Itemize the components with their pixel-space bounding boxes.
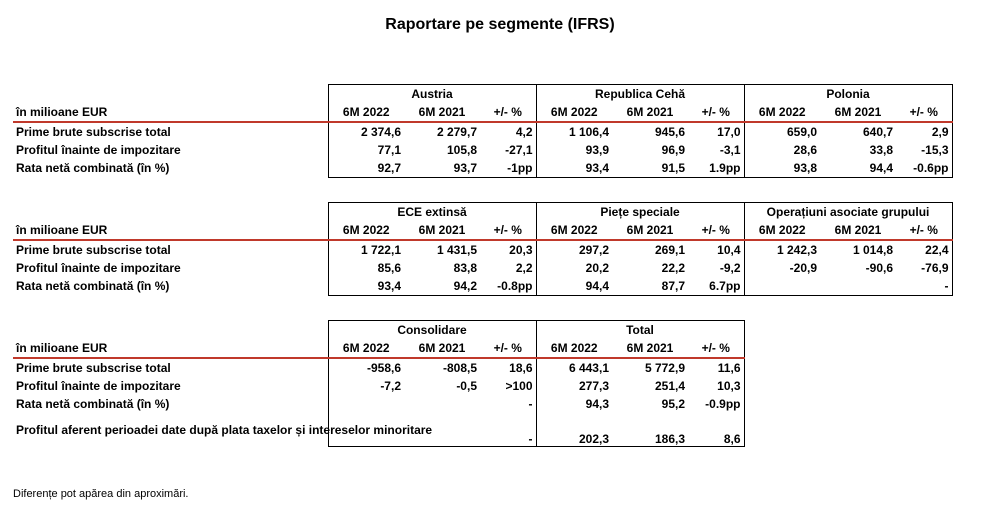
unit-label: în milioane EUR — [13, 339, 328, 358]
value-cell: 93,9 — [536, 141, 612, 159]
value-cell: 22,2 — [661, 261, 686, 275]
empty-cell — [13, 321, 328, 340]
value-cell: 1 431,5 — [436, 243, 477, 257]
column-header: +/- % — [480, 103, 536, 122]
value-cell: 91,5 — [612, 159, 688, 178]
value-cell: 5 772,9 — [644, 361, 685, 375]
column-header: 6M 2021 — [404, 221, 480, 240]
table-row — [13, 259, 952, 277]
segment-table-t2 — [13, 202, 953, 296]
value-cell: 10,3 — [688, 377, 744, 395]
value-cell: 4,2 — [480, 122, 536, 141]
column-header: +/- % — [896, 103, 952, 122]
row-label: Prime brute subscrise total — [16, 361, 171, 375]
value-cell: 1 722,1 — [328, 240, 404, 259]
value-cell: 659,0 — [744, 122, 820, 141]
value-cell: 93,7 — [404, 159, 480, 178]
row-label: Profitul aferent perioadei date după plata taxelor și intereselor minoritare — [16, 422, 433, 437]
column-header: +/- % — [688, 339, 744, 358]
value-cell: 95,2 — [661, 397, 685, 411]
column-header: 6M 2021 — [612, 339, 688, 358]
group-header: Austria — [328, 85, 536, 104]
row-label: Profitul înainte de impozitare — [16, 379, 181, 393]
value-cell: 94,4 — [536, 277, 612, 296]
row-label: Rata netă combinată (în %) — [16, 279, 170, 294]
value-cell: 87,7 — [612, 277, 688, 296]
value-cell: -808,5 — [442, 361, 477, 375]
value-cell: 92,7 — [328, 159, 404, 178]
column-header: 6M 2021 — [612, 103, 688, 122]
value-cell: 251,4 — [654, 379, 685, 393]
value-cell: 85,6 — [328, 259, 404, 277]
value-cell: 17,0 — [688, 122, 744, 141]
value-cell: 10,4 — [688, 240, 744, 259]
value-cell: 105,8 — [446, 143, 477, 157]
group-header: Operațiuni asociate grupului — [744, 203, 952, 222]
value-cell: 6 443,1 — [536, 358, 612, 377]
column-header: +/- % — [688, 221, 744, 240]
table-row — [13, 159, 952, 178]
column-header: 6M 2022 — [744, 221, 820, 240]
column-header: 6M 2022 — [744, 103, 820, 122]
empty-cell — [13, 203, 328, 222]
value-cell: -0.6pp — [896, 159, 952, 178]
table-row — [13, 358, 744, 377]
value-cell — [404, 395, 480, 413]
value-cell: 2,2 — [480, 259, 536, 277]
group-header: Polonia — [744, 85, 952, 104]
value-cell: -958,6 — [328, 358, 404, 377]
segment-table-t3 — [13, 320, 745, 447]
value-cell: 94,4 — [820, 159, 896, 178]
column-header: 6M 2021 — [820, 221, 896, 240]
value-cell: 2,9 — [896, 122, 952, 141]
value-cell: 269,1 — [654, 243, 686, 257]
group-header: Piețe speciale — [536, 203, 744, 222]
column-header: 6M 2022 — [536, 339, 612, 358]
table-row — [13, 277, 952, 296]
value-cell: 1.9pp — [688, 159, 744, 178]
row-label: Prime brute subscrise total — [16, 243, 171, 257]
column-header: 6M 2022 — [328, 339, 404, 358]
unit-label: în milioane EUR — [13, 221, 328, 240]
group-header: ECE extinsă — [328, 203, 536, 222]
empty-cell — [13, 85, 328, 104]
value-cell: 22,4 — [896, 240, 952, 259]
column-header: +/- % — [688, 103, 744, 122]
value-cell: 277,3 — [536, 377, 612, 395]
value-cell: - — [480, 395, 536, 413]
value-cell — [328, 395, 404, 413]
value-cell: 945,6 — [654, 125, 686, 139]
value-cell: 186,3 — [612, 413, 688, 447]
value-cell: 2 279,7 — [436, 125, 477, 139]
column-header: +/- % — [896, 221, 952, 240]
row-label: Profitul înainte de impozitare — [16, 261, 181, 275]
value-cell: >100 — [480, 377, 536, 395]
value-cell: -20,9 — [744, 259, 820, 277]
segment-table-t1 — [13, 84, 953, 178]
value-cell — [744, 277, 820, 296]
value-cell: 93,4 — [536, 159, 612, 178]
column-header: 6M 2022 — [328, 103, 404, 122]
value-cell: 94,2 — [404, 277, 480, 296]
value-cell: 6.7pp — [688, 277, 744, 296]
value-cell: 640,7 — [862, 125, 894, 139]
value-cell: -1pp — [480, 159, 536, 178]
column-header: 6M 2021 — [404, 339, 480, 358]
value-cell: -9,2 — [688, 259, 744, 277]
column-header: 6M 2022 — [536, 221, 612, 240]
column-header: 6M 2021 — [612, 221, 688, 240]
value-cell: 77,1 — [328, 141, 404, 159]
column-header: 6M 2022 — [328, 221, 404, 240]
value-cell: 96,9 — [661, 143, 686, 157]
value-cell: 93,8 — [744, 159, 820, 178]
value-cell: -76,9 — [896, 259, 952, 277]
value-cell: -7,2 — [328, 377, 404, 395]
value-cell: 33,8 — [869, 143, 894, 157]
value-cell: -3,1 — [688, 141, 744, 159]
value-cell: 2 374,6 — [328, 122, 404, 141]
group-header: Total — [536, 321, 744, 340]
table-row — [13, 141, 952, 159]
value-cell: 28,6 — [744, 141, 820, 159]
column-header: 6M 2022 — [536, 103, 612, 122]
value-cell: -27,1 — [480, 141, 536, 159]
column-header: 6M 2021 — [404, 103, 480, 122]
column-header: 6M 2021 — [820, 103, 896, 122]
value-cell: -0.9pp — [688, 395, 744, 413]
table-row — [13, 377, 744, 395]
value-cell: 94,3 — [536, 395, 612, 413]
value-cell: 8,6 — [688, 413, 744, 447]
value-cell: 1 106,4 — [536, 122, 612, 141]
value-cell: 11,6 — [688, 358, 744, 377]
page-title: Raportare pe segmente (IFRS) — [385, 16, 615, 33]
value-cell: 83,8 — [453, 261, 477, 275]
value-cell: 202,3 — [536, 413, 612, 447]
value-cell: 20,3 — [480, 240, 536, 259]
value-cell: 20,2 — [536, 259, 612, 277]
table-row — [13, 395, 744, 413]
value-cell: - — [896, 277, 952, 296]
group-header: Consolidare — [328, 321, 536, 340]
row-label: Profitul înainte de impozitare — [16, 143, 181, 157]
value-cell: 1 242,3 — [744, 240, 820, 259]
row-label: Rata netă combinată (în %) — [16, 161, 170, 176]
group-header: Republica Cehă — [536, 85, 744, 104]
value-cell: 1 014,8 — [852, 243, 894, 257]
unit-label: în milioane EUR — [13, 103, 328, 122]
value-cell — [820, 277, 896, 296]
value-cell: - — [480, 413, 536, 447]
value-cell: -0.8pp — [480, 277, 536, 296]
row-label: Prime brute subscrise total — [16, 125, 171, 139]
value-cell: 93,4 — [328, 277, 404, 296]
value-cell: 18,6 — [480, 358, 536, 377]
footnote: Diferențe pot apărea din aproximări. — [13, 488, 189, 500]
table-row — [13, 240, 952, 259]
row-label: Rata netă combinată (în %) — [16, 397, 170, 411]
value-cell: -0,5 — [456, 379, 477, 393]
value-cell: -15,3 — [896, 141, 952, 159]
column-header: +/- % — [480, 221, 536, 240]
table-row — [13, 413, 744, 447]
table-row — [13, 122, 952, 141]
value-cell: 297,2 — [536, 240, 612, 259]
value-cell: -90,6 — [865, 261, 894, 275]
column-header: +/- % — [480, 339, 536, 358]
